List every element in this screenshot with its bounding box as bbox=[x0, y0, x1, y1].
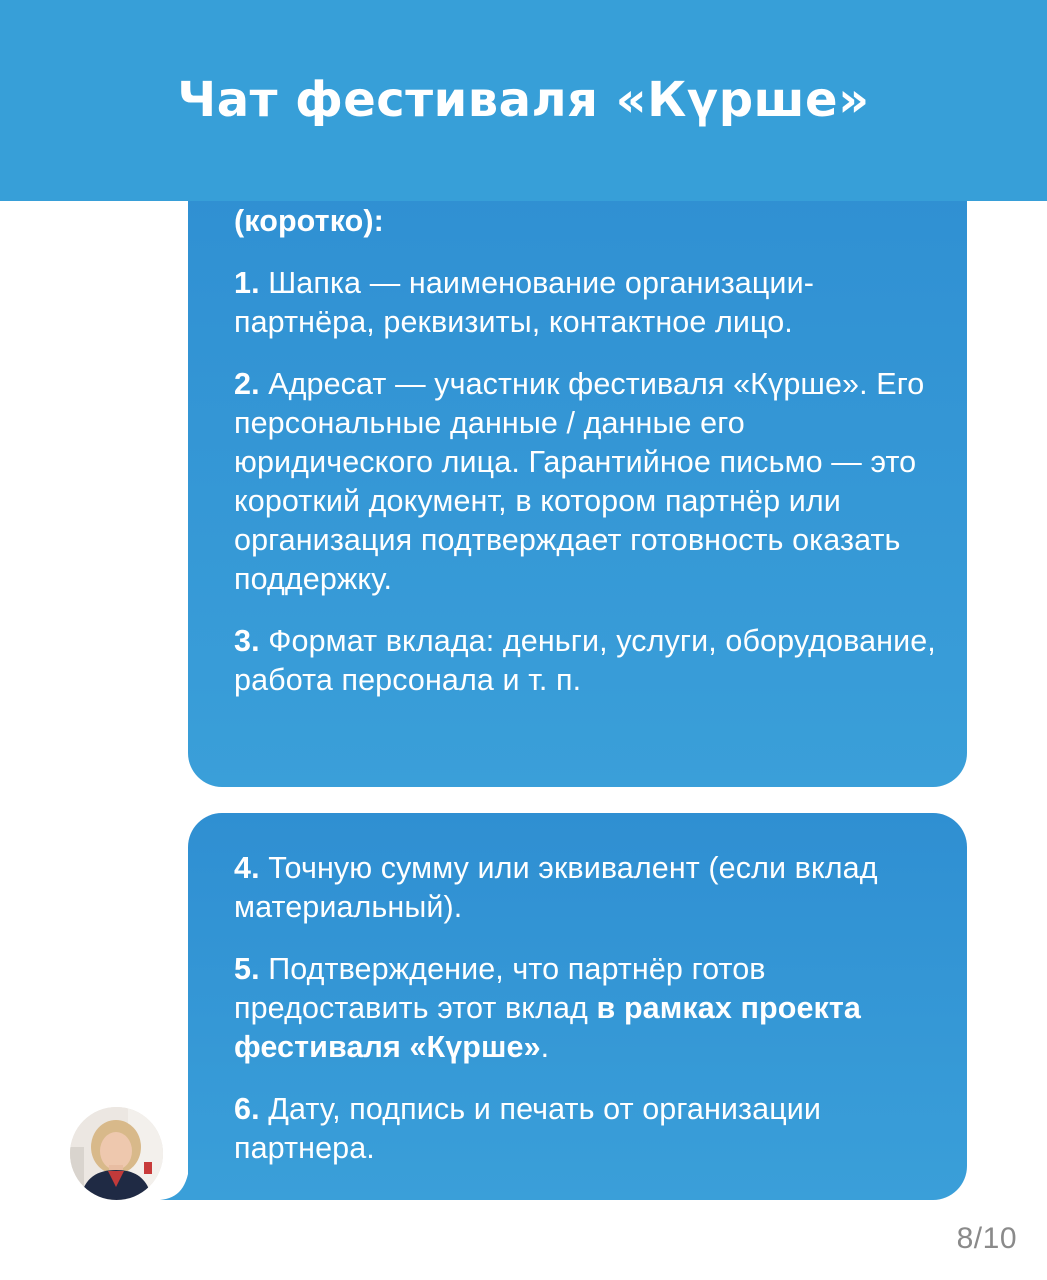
list-item bbox=[234, 1090, 937, 1168]
user-photo-avatar-icon bbox=[70, 1107, 163, 1200]
list-item-number: 6. bbox=[234, 1092, 260, 1126]
list-item bbox=[234, 950, 937, 1067]
page-title: Чат фестиваля «Күрше» bbox=[177, 71, 870, 128]
message-bubble bbox=[188, 150, 967, 787]
message-lead: (коротко): bbox=[234, 204, 384, 238]
list-item-text: Формат вклада: деньги, услуги, оборудование, работа персонала и т. п. bbox=[234, 624, 936, 697]
list-item-number: 1. bbox=[234, 266, 260, 300]
list-item bbox=[234, 849, 937, 927]
list-item-bold-text: в рамках проекта фестиваля «Күрше» bbox=[234, 991, 861, 1064]
list-item bbox=[234, 264, 937, 342]
list-item-text: Адресат — участник фестиваля «Күрше». Его персональные данные / данные его юридического лица. Гарантийное письмо — это короткий документ, в котором партнёр или организация подтверждает готовность оказать поддержку. bbox=[234, 367, 925, 596]
list-item-text: Дату, подпись и печать от организации партнера. bbox=[234, 1092, 822, 1165]
avatar[interactable] bbox=[70, 1107, 163, 1200]
list-item-number: 2. bbox=[234, 367, 260, 401]
page-counter: 8/10 bbox=[956, 1222, 1017, 1255]
bubble-tail bbox=[160, 1160, 210, 1200]
list-item-number: 4. bbox=[234, 851, 260, 885]
list-item-number: 3. bbox=[234, 624, 260, 658]
list-item bbox=[234, 365, 937, 599]
list-item-text: Шапка — наименование организации-партнёра, реквизиты, контактное лицо. bbox=[234, 266, 814, 339]
message-bubble bbox=[188, 813, 967, 1200]
list-item bbox=[234, 622, 937, 700]
list-item-text-end: . bbox=[540, 1030, 550, 1064]
list-item-number: 5. bbox=[234, 952, 260, 986]
list-item-text: Подтверждение, что партнёр готов предоставить этот вклад bbox=[234, 952, 766, 1025]
chat-header bbox=[0, 0, 1047, 201]
list-item-text: Точную сумму или эквивалент (если вклад материальный). bbox=[234, 851, 878, 924]
